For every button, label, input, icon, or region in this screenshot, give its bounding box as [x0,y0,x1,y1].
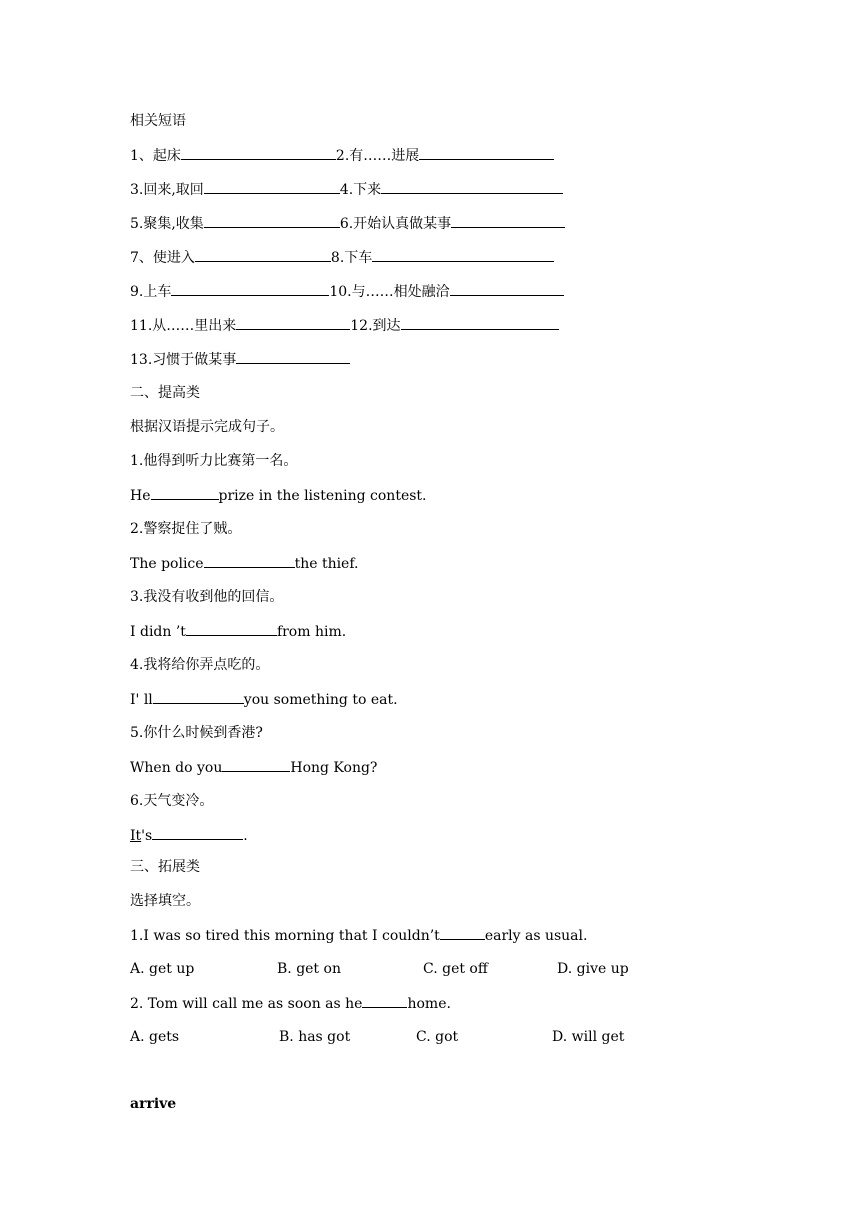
blank-7[interactable] [195,248,331,262]
mc-q2-option-c[interactable]: C. got [416,1029,459,1045]
q1-chinese: 1.他得到听力比赛第一名。 [130,453,298,469]
phrase-row-7 [130,350,350,369]
mc-q2-blank[interactable] [362,994,407,1008]
mc-q2-post: home. [407,996,451,1012]
mc-q2-pre: 2. Tom will call me as soon as he [130,996,363,1012]
q5-blank[interactable] [222,758,290,772]
phrase-5: 5.聚集,收集 [130,216,204,232]
section1-heading: 相关短语 [130,113,186,129]
phrase-8: 8.下车 [330,250,373,266]
q3-post: from him. [276,624,347,640]
q2-post: the thief. [294,556,359,572]
phrase-13: 13.习惯于做某事 [130,352,237,368]
q1-blank[interactable] [151,486,219,500]
q1-post: prize in the listening contest. [218,488,427,504]
section2-instruction: 根据汉语提示完成句子。 [130,419,284,435]
q4-blank[interactable] [153,690,244,704]
q1-english [130,486,427,505]
blank-9[interactable] [171,282,329,296]
mc-q2-option-a[interactable]: A. gets [130,1029,180,1045]
mc-q1-option-a[interactable]: A. get up [130,961,195,977]
blank-13[interactable] [236,350,350,364]
mc-q1 [130,926,587,945]
phrase-1: 1、起床 [130,148,181,164]
blank-1[interactable] [181,146,336,160]
q2-pre: The police [130,556,204,572]
q3-blank[interactable] [186,622,277,636]
q6-blank[interactable] [152,826,243,840]
blank-6[interactable] [451,214,565,228]
mc-q2-option-b[interactable]: B. has got [279,1029,351,1045]
blank-4[interactable] [381,180,563,194]
phrase-3: 3.回来,取回 [130,182,204,198]
q4-english [130,690,398,709]
phrase-6: 6.开始认真做某事 [339,216,452,232]
blank-10[interactable] [450,282,564,296]
phrase-11: 11.从……里出来 [130,318,237,334]
q3-chinese: 3.我没有收到他的回信。 [130,589,284,605]
blank-3[interactable] [204,180,340,194]
q4-chinese: 4.我将给你弄点吃的。 [130,657,270,673]
mc-q2 [130,994,451,1013]
q1-pre: He [130,488,151,504]
section3-heading: 三、拓展类 [130,859,200,875]
mc-q1-post: early as usual. [484,928,588,944]
q5-pre: When do you [130,760,223,776]
blank-2[interactable] [419,146,554,160]
q6-post: . [243,828,248,844]
q5-post: Hong Kong? [290,760,378,776]
blank-11[interactable] [236,316,350,330]
phrase-row-3 [130,214,565,233]
phrase-row-4 [130,248,554,267]
q5-english [130,758,377,777]
mc-q1-option-b[interactable]: B. get on [277,961,341,977]
q3-pre: I didn ’t [130,624,186,640]
blank-5[interactable] [204,214,340,228]
q2-blank[interactable] [204,554,295,568]
q6-english [130,826,248,845]
mc-q1-pre: 1.I was so tired this morning that I couldn’t [130,928,440,944]
q5-chinese: 5.你什么时候到香港? [130,725,263,741]
q2-english [130,554,358,573]
section2-heading: 二、提高类 [130,385,200,401]
section3-instruction: 选择填空。 [130,893,200,909]
footer-word: arrive [130,1096,177,1112]
mc-q1-blank[interactable] [440,926,485,940]
phrase-2: 2.有……进展 [335,148,420,164]
q6-pre: 's [141,828,153,844]
q2-chinese: 2.警察捉住了贼。 [130,521,242,537]
q6-pre-underlined: It [130,828,142,844]
q4-pre: I' ll [130,692,153,708]
blank-12[interactable] [401,316,559,330]
phrase-row-1 [130,146,554,165]
mc-q1-option-c[interactable]: C. get off [423,961,488,977]
phrase-row-2 [130,180,563,199]
phrase-7: 7、使进入 [130,250,195,266]
phrase-row-5 [130,282,564,301]
phrase-row-6 [130,316,559,335]
mc-q2-option-d[interactable]: D. will get [552,1029,625,1045]
blank-8[interactable] [372,248,554,262]
mc-q1-option-d[interactable]: D. give up [557,961,629,977]
phrase-4: 4.下来 [339,182,382,198]
phrase-10: 10.与……相处融洽 [329,284,450,300]
phrase-9: 9.上车 [130,284,172,300]
q3-english [130,622,346,641]
q6-chinese: 6.天气变冷。 [130,793,214,809]
phrase-12: 12.到达 [350,318,401,334]
q4-post: you something to eat. [243,692,398,708]
